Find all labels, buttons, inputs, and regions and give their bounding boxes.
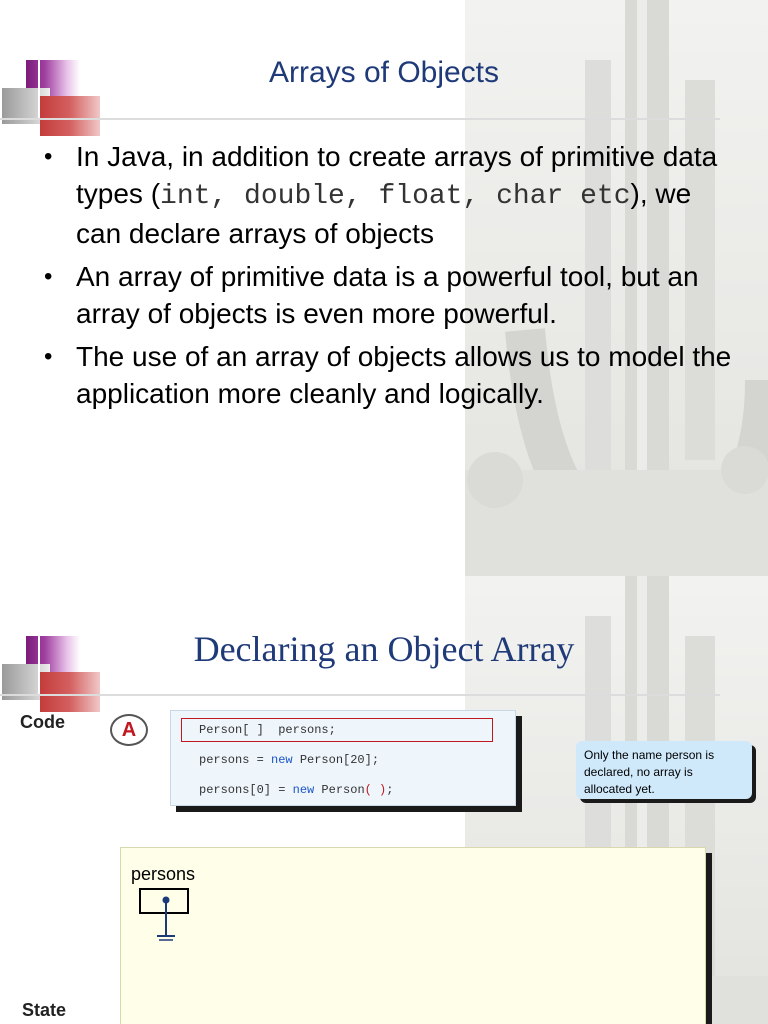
bullet-item <box>40 338 740 412</box>
bullet-text: An array of primitive data is a powerful tool, but an array of objects is even more powerful. <box>76 261 699 329</box>
bullet-text: The use of an array of objects allows us to model the application more cleanly and logically. <box>76 341 732 409</box>
slide-title: Declaring an Object Array <box>193 629 575 669</box>
callout-note: Only the name person is declared, no array is allocated yet. <box>576 741 752 799</box>
bullet-list <box>40 138 740 418</box>
bullet-text: ), we can declare arrays of objects <box>76 178 692 249</box>
slide-declaring-object-array <box>0 576 768 1024</box>
state-panel <box>120 847 706 1024</box>
primitive-types-code: int, double, float, char etc <box>160 181 631 212</box>
variable-name: persons <box>131 864 196 884</box>
bullet-item <box>40 138 740 252</box>
slide-title: Arrays of Objects <box>268 56 500 89</box>
null-reference-icon <box>121 848 241 958</box>
code-line: Person[ ] persons; <box>199 723 336 737</box>
bullet-text: In Java, in addition to create arrays of primitive data types ( <box>76 141 718 209</box>
code-panel <box>170 710 516 806</box>
constructor-parens: ( ) <box>364 783 387 797</box>
keyword-new: new <box>292 783 315 797</box>
code-line: persons = new Person[20]; <box>199 753 380 767</box>
step-badge: A <box>110 714 148 746</box>
code-label: Code <box>20 712 65 732</box>
keyword-new: new <box>271 753 293 767</box>
bullet-item <box>40 258 740 332</box>
code-line: persons[0] = new Person( ); <box>199 783 394 797</box>
state-label: State <box>22 1000 67 1020</box>
